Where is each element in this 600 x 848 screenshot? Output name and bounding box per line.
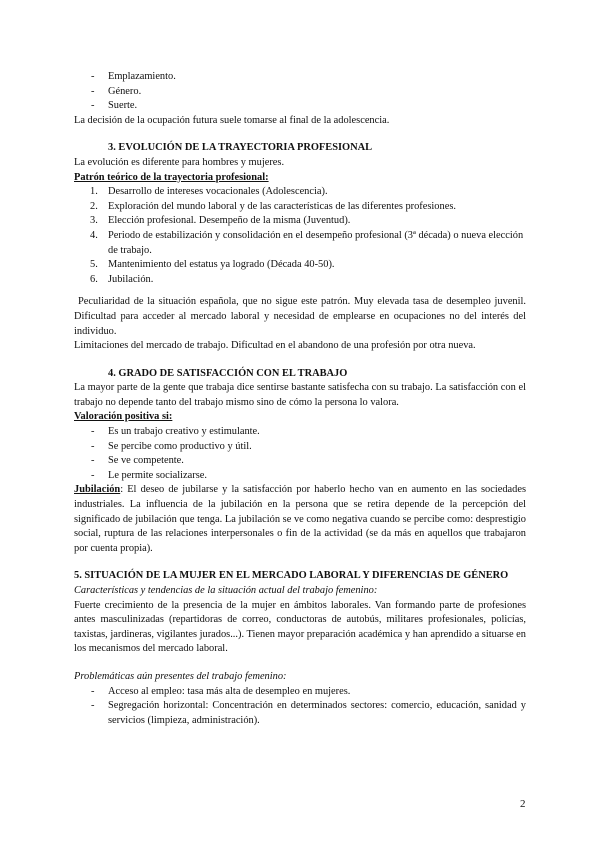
list-item: - Se percibe como productivo y útil.: [74, 440, 526, 455]
paragraph: Limitaciones del mercado de trabajo. Dificultad en el abandono de una profesión por otra nueva.: [74, 340, 476, 352]
dash-bullet: -: [91, 440, 95, 452]
paragraph: La mayor parte de la gente que trabaja dice sentirse bastante satisfecha con su trabajo. La satisfacción con el trabajo no depende tanto del trabajo mismo sino de cómo la persona lo valora.: [74, 382, 526, 408]
list-item: - Es un trabajo creativo y estimulante.: [74, 425, 526, 440]
list-item: 4. Periodo de estabilización y consolidación en el desempeño profesional (3ª década) o nueva elección de trabajo.: [90, 229, 524, 256]
dash-bullet: -: [91, 469, 95, 481]
list-item: 5. Mantenimiento del estatus ya logrado (Década 40-50).: [90, 259, 335, 271]
dash-bullet: -: [91, 685, 95, 697]
subheading: Características y tendencias de la situación actual del trabajo femenino:: [74, 585, 378, 596]
retirement-label: Jubilación: [74, 484, 121, 496]
problems-list: [74, 685, 526, 729]
list-item: - Género.: [74, 85, 526, 100]
stages-list: [74, 185, 526, 287]
subheading: Valoración positiva si:: [74, 411, 173, 423]
list-item: - Segregación horizontal: Concentración en determinados sectores: comercio, educación, sanidad y servicios (limpieza, administración).: [91, 700, 526, 726]
satisfaction-list: [74, 425, 526, 483]
paragraph: La decisión de la ocupación futura suele tomarse al final de la adolescencia.: [74, 114, 390, 126]
section-heading: 5. SITUACIÓN DE LA MUJER EN EL MERCADO LABORAL Y DIFERENCIAS DE GÉNERO: [74, 570, 509, 582]
subheading: Problemáticas aún presentes del trabajo femenino:: [74, 670, 287, 682]
subheading: Patrón teórico de la trayectoria profesional:: [74, 171, 269, 183]
dash-bullet: -: [91, 71, 95, 82]
list-item: 2. Exploración del mundo laboral y de las características de las diferentes profesiones.: [90, 200, 456, 212]
dash-bullet: -: [91, 700, 95, 712]
paragraph: La evolución es diferente para hombres y mujeres.: [74, 156, 285, 168]
list-item: - Suerte.: [74, 99, 526, 114]
factors-list: [74, 70, 526, 114]
section-heading: 4. GRADO DE SATISFACCIÓN CON EL TRABAJO: [108, 367, 348, 379]
list-item: - Emplazamiento.: [74, 70, 526, 85]
paragraph: Peculiaridad de la situación española, que no sigue este patrón. Muy elevada tasa de desempleo juvenil. Dificultad para acceder al mercado laboral y necesidad de emplearse en ocupaciones no del interés del individuo.: [74, 296, 526, 337]
list-item: - Se ve competente.: [74, 454, 526, 469]
dash-bullet: -: [91, 426, 95, 438]
list-item: 6. Jubilación.: [90, 273, 154, 285]
list-item: - Acceso al empleo: tasa más alta de desempleo en mujeres.: [74, 685, 526, 700]
dash-bullet: -: [91, 100, 95, 112]
dash-bullet: -: [91, 455, 95, 467]
document-page: [74, 70, 526, 728]
retirement-paragraph: Jubilación: El deseo de jubilarse y la satisfacción por haberlo hecho van en aumento en las sociedades industriales. La influencia de la jubilación en la persona que se retira depende de la percepción del significado de jubilación que tenga. La jubilación se ve como negativa cuando se percibe como: desprestigio social, ruptura de las relaciones interpersonales o fin de la actividad (se da más en aquellos que trabajaron por cuenta propia).: [74, 484, 526, 554]
page-number: 2: [520, 798, 526, 810]
list-item: 3. Elección profesional. Desempeño de la misma (Juventud).: [90, 215, 351, 227]
list-item: 1. Desarrollo de intereses vocacionales (Adolescencia).: [90, 186, 328, 198]
dash-bullet: -: [91, 85, 95, 97]
paragraph: Fuerte crecimiento de la presencia de la mujer en ámbitos laborales. Van formando parte de profesiones antes masculinizadas (repartidoras de correo, conductoras de autobús, militares profesionales, policías, taxistas, jardineras, vigilantes jurados...). Tienen mayor preparación académica y han aprendido a situarse en los mecanismos del mercado laboral.: [74, 599, 526, 655]
list-item: - Le permite socializarse.: [74, 469, 526, 484]
section-heading: 3. EVOLUCIÓN DE LA TRAYECTORIA PROFESIONAL: [108, 142, 373, 154]
